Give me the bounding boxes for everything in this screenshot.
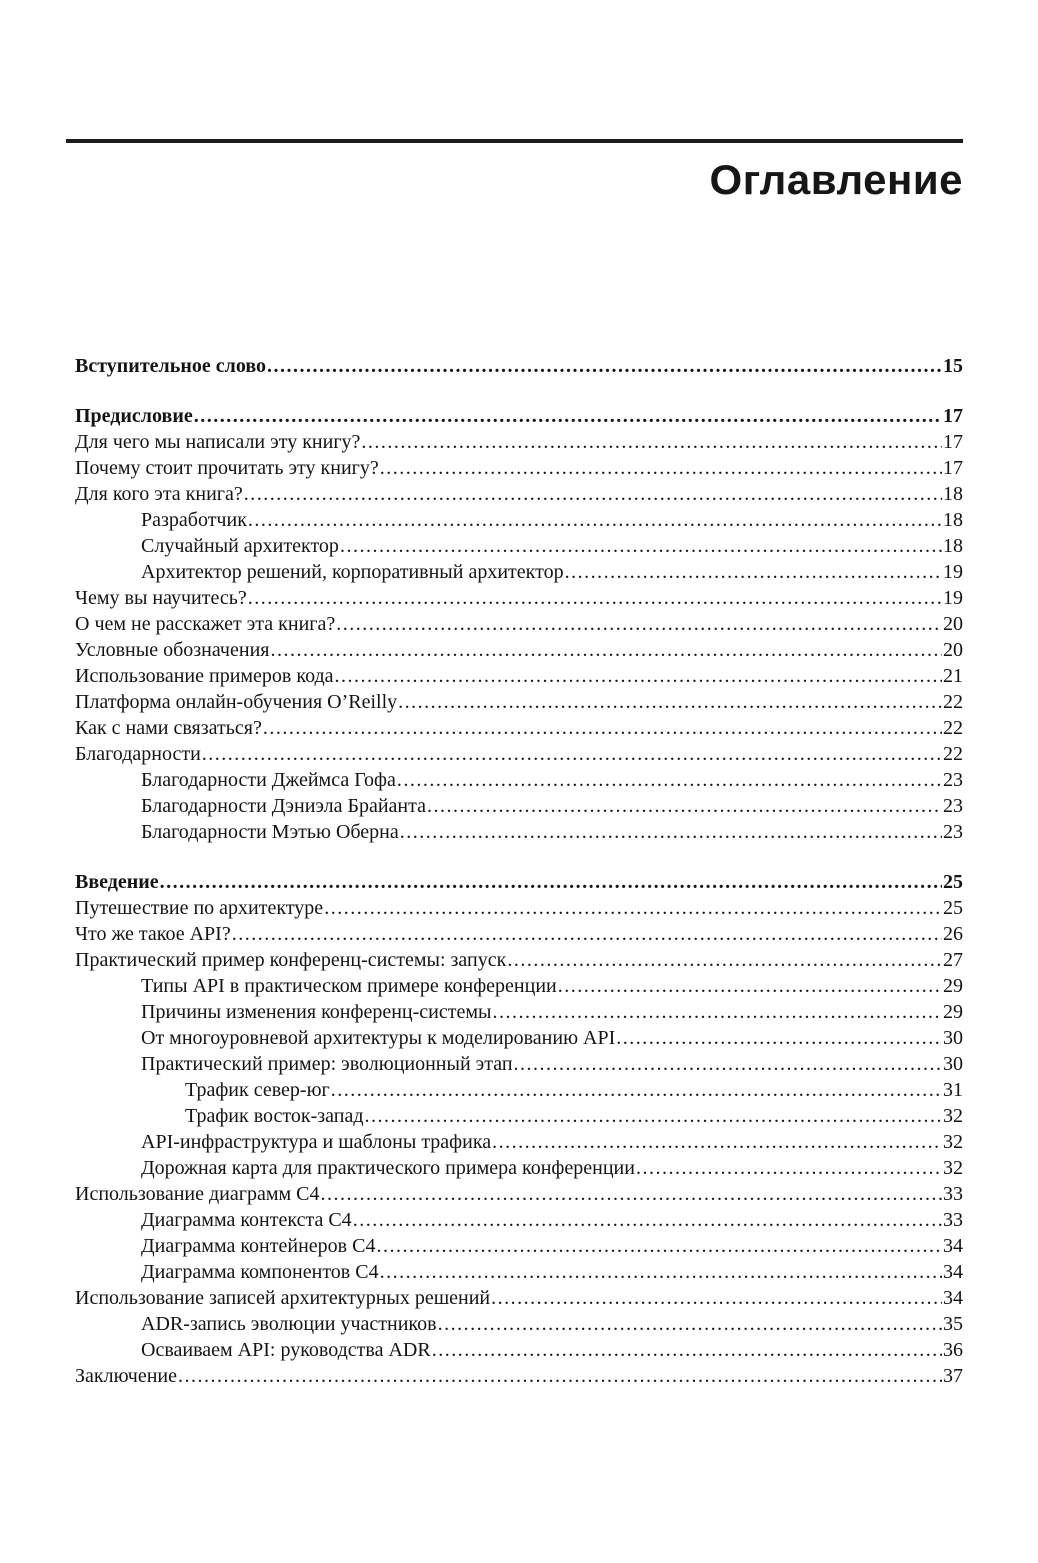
toc-dot-leader [380,455,942,481]
toc-entry-page: 20 [943,639,963,662]
toc-dot-leader [432,1337,942,1363]
toc-dot-leader [616,1025,942,1051]
toc-dot-leader [380,1259,942,1285]
toc-entry-label: Заключение [75,1365,177,1388]
toc-entry-page: 20 [943,613,963,636]
toc-dot-leader [558,973,942,999]
toc-entry [75,507,963,533]
toc-entry [75,585,963,611]
page-title: Оглавление [709,156,963,203]
toc-dot-leader [267,353,942,379]
toc-entry [75,403,963,429]
header-rule [66,139,963,143]
toc-entry-page: 22 [943,717,963,740]
toc-entry-label: Диаграмма контекста C4 [141,1209,352,1232]
toc-entry-page: 19 [943,561,963,584]
toc-entry-label: Осваиваем API: руководства ADR [141,1339,431,1362]
toc-entry-label: Дорожная карта для практического примера конференции [141,1157,635,1180]
toc-entry-label: Благодарности Дэниэла Брайанта [141,795,426,818]
toc-entry [75,921,963,947]
toc-entry-page: 18 [943,509,963,532]
toc-entry-page: 23 [943,795,963,818]
toc-entry-page: 25 [943,897,963,920]
toc-entry-label: О чем не расскажет эта книга? [75,613,336,636]
toc-entry-page: 34 [943,1235,963,1258]
toc-entry [75,793,963,819]
toc-dot-leader [636,1155,942,1181]
toc-entry [75,1337,963,1363]
toc-entry [75,741,963,767]
toc-entry-label: Для кого эта книга? [75,483,243,506]
toc-entry-page: 30 [943,1027,963,1050]
toc-entry-label: От многоуровневой архитектуры к моделированию API [141,1027,616,1050]
toc-dot-leader [491,1285,942,1311]
toc-dot-leader [361,429,942,455]
toc-dot-leader [270,637,942,663]
toc-entry-label: Использование записей архитектурных решений [75,1287,491,1310]
toc-entry [75,429,963,455]
toc-entry-page: 17 [943,405,963,428]
toc-entry-label: API-инфраструктура и шаблоны трафика [141,1131,492,1154]
toc-entry-page: 15 [943,355,963,378]
toc-entry [75,895,963,921]
toc-entry [75,1259,963,1285]
toc-entry [75,715,963,741]
toc-entry-page: 36 [943,1339,963,1362]
toc-dot-leader [353,1207,942,1233]
toc-dot-leader [335,663,942,689]
toc-entry-label: Благодарности [75,743,201,766]
toc-entry [75,637,963,663]
toc-entry-label: Случайный архитектор [141,535,339,558]
toc-entry-page: 21 [943,665,963,688]
toc-entry-label: Практический пример: эволюционный этап [141,1053,513,1076]
toc-entry-label: Диаграмма компонентов C4 [141,1261,379,1284]
toc-entry [75,999,963,1025]
toc-entry [75,353,963,379]
toc-dot-leader [194,403,942,429]
toc-dot-leader [376,1233,942,1259]
toc-dot-leader [248,585,942,611]
toc-entry [75,1311,963,1337]
toc-dot-leader [365,1103,942,1129]
toc-entry-page: 18 [943,483,963,506]
toc-entry-page: 32 [943,1131,963,1154]
toc-entry-label: ADR-запись эволюции участников [141,1313,437,1336]
toc-entry-label: Архитектор решений, корпоративный архитектор [141,561,564,584]
toc-dot-leader [160,869,942,895]
toc-entry [75,533,963,559]
toc-entry [75,819,963,845]
toc-entry-page: 31 [943,1079,963,1102]
toc-page [0,139,1038,1563]
toc-entry-label: Использование диаграмм C4 [75,1183,320,1206]
toc-entry [75,481,963,507]
toc-entry-label: Почему стоит прочитать эту книгу? [75,457,379,480]
toc-entry-label: Трафик север-юг [185,1079,330,1102]
toc-entry [75,767,963,793]
toc-dot-leader [438,1311,942,1337]
toc-entry [75,1207,963,1233]
toc-dot-leader [178,1363,942,1389]
toc-dot-leader [331,1077,942,1103]
toc-entry-page: 29 [943,975,963,998]
toc-dot-leader [340,533,942,559]
toc-entry-page: 33 [943,1209,963,1232]
toc-dot-leader [263,715,942,741]
toc-entry-label: Трафик восток-запад [185,1105,364,1128]
toc-entry [75,1181,963,1207]
toc-entry-label: Использование примеров кода [75,665,334,688]
toc-entry-page: 37 [943,1365,963,1388]
toc-entry-page: 27 [943,949,963,972]
toc-entry [75,455,963,481]
toc-dot-leader [202,741,942,767]
toc-entry-label: Практический пример конференц-системы: запуск [75,949,507,972]
toc-dot-leader [492,999,942,1025]
toc-entry-page: 23 [943,821,963,844]
toc-entry-label: Для чего мы написали эту книгу? [75,431,361,454]
toc-dot-leader [400,819,942,845]
toc-dot-leader [336,611,942,637]
toc-entry-label: Благодарности Мэтью Оберна [141,821,399,844]
toc-dot-leader [492,1129,942,1155]
toc-entry-label: Чему вы научитесь? [75,587,247,610]
toc-entry-page: 30 [943,1053,963,1076]
toc-entry [75,1051,963,1077]
toc-entry [75,1233,963,1259]
toc-entry [75,559,963,585]
toc-entry-page: 23 [943,769,963,792]
toc-entry-page: 34 [943,1287,963,1310]
toc-entry [75,1129,963,1155]
toc-entry [75,973,963,999]
toc-entry-page: 19 [943,587,963,610]
toc-dot-leader [232,921,942,947]
toc-entry [75,611,963,637]
toc-entry-page: 26 [943,923,963,946]
toc-dot-leader [507,947,942,973]
toc-entry [75,1103,963,1129]
toc-entry-label: Диаграмма контейнеров C4 [141,1235,376,1258]
toc-entry-label: Что же такое API? [75,923,231,946]
toc-dot-leader [324,895,942,921]
toc-list [75,353,963,1389]
toc-entry [75,689,963,715]
toc-entry-label: Типы API в практическом примере конференции [141,975,557,998]
toc-entry-label: Путешествие по архитектуре [75,897,324,920]
toc-entry [75,1077,963,1103]
toc-entry-page: 22 [943,691,963,714]
toc-dot-leader [398,689,942,715]
toc-entry-page: 17 [943,457,963,480]
toc-dot-leader [244,481,942,507]
toc-entry [75,1025,963,1051]
toc-entry-label: Условные обозначения [75,639,270,662]
toc-entry-label: Предисловие [75,405,193,428]
toc-entry-label: Как с нами связаться? [75,717,262,740]
toc-entry-label: Вступительное слово [75,355,266,378]
toc-dot-leader [248,507,942,533]
toc-entry-label: Разработчик [141,509,247,532]
toc-entry-label: Платформа онлайн-обучения O’Reilly [75,691,398,714]
toc-entry-label: Благодарности Джеймса Гофа [141,769,396,792]
toc-entry [75,663,963,689]
toc-dot-leader [514,1051,942,1077]
toc-dot-leader [320,1181,942,1207]
toc-entry-page: 33 [943,1183,963,1206]
toc-entry [75,1363,963,1389]
toc-entry-page: 18 [943,535,963,558]
toc-entry [75,869,963,895]
toc-entry-label: Причины изменения конференц-системы [141,1001,492,1024]
toc-entry-page: 32 [943,1105,963,1128]
toc-entry-page: 17 [943,431,963,454]
toc-entry-page: 35 [943,1313,963,1336]
toc-entry-page: 29 [943,1001,963,1024]
toc-entry-label: Введение [75,871,159,894]
toc-entry-page: 32 [943,1157,963,1180]
toc-entry-page: 22 [943,743,963,766]
toc-dot-leader [397,767,942,793]
toc-dot-leader [427,793,942,819]
toc-entry [75,947,963,973]
toc-entry [75,1285,963,1311]
toc-entry [75,1155,963,1181]
toc-dot-leader [565,559,942,585]
toc-entry-page: 34 [943,1261,963,1284]
toc-entry-page: 25 [943,871,963,894]
